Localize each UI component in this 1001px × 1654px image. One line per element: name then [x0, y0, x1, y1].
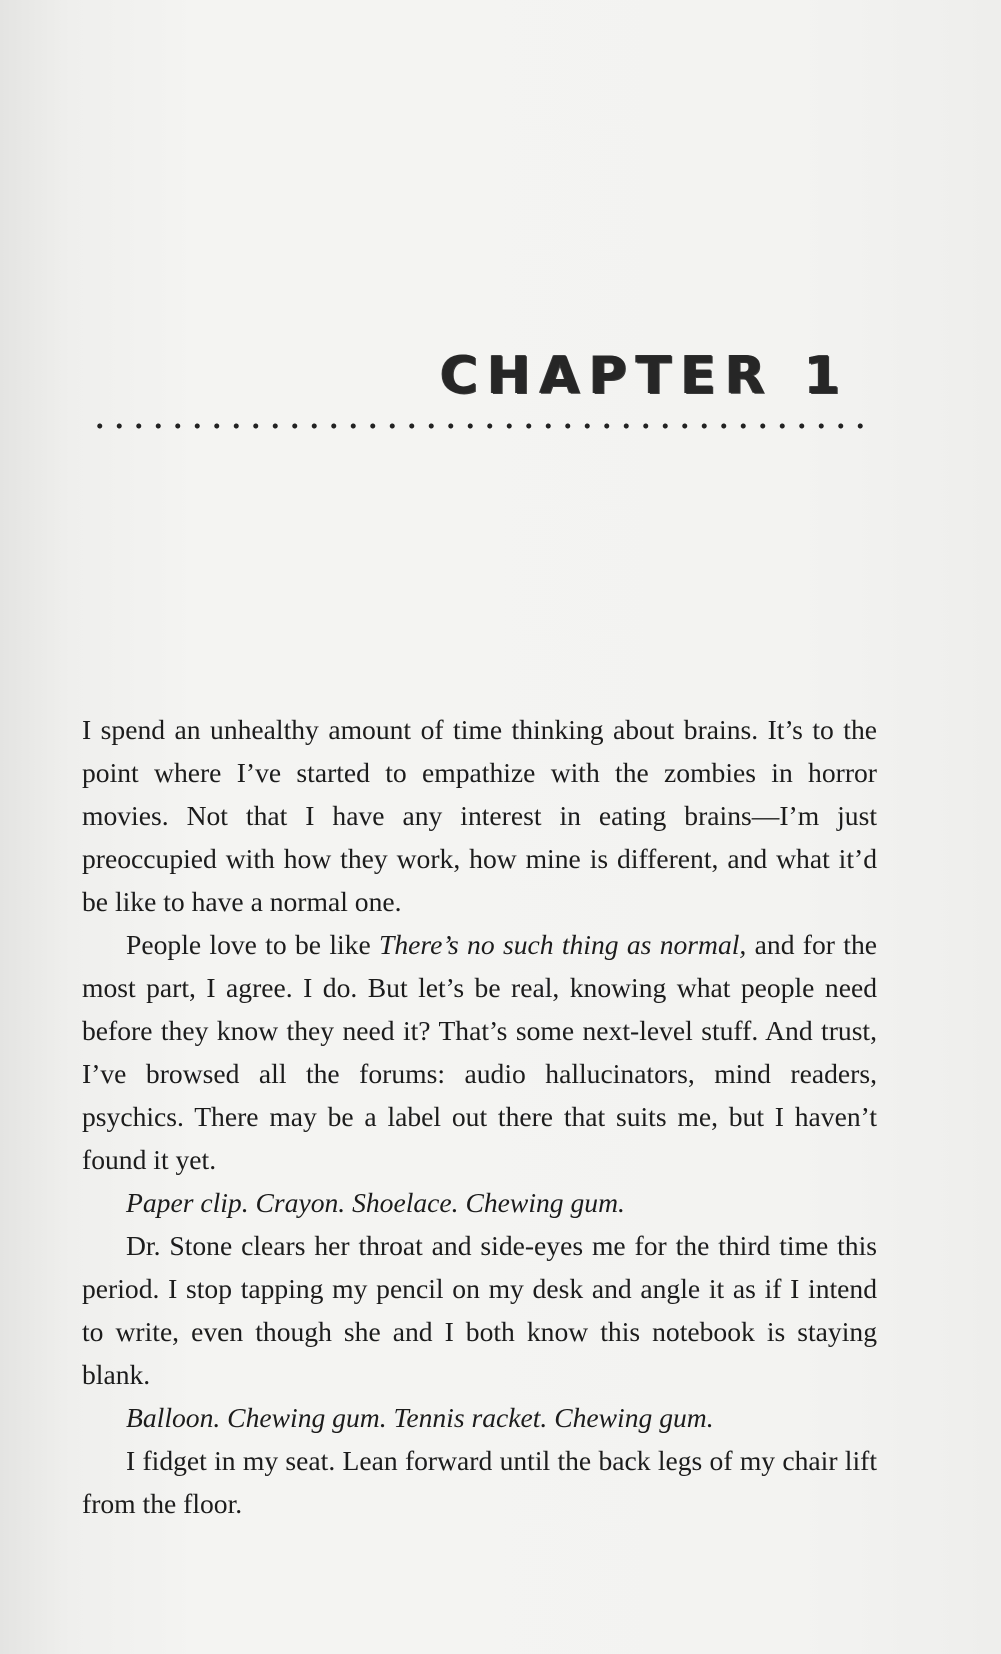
paragraph-5-italic [82, 1396, 877, 1439]
chapter-number: 1 [804, 346, 850, 406]
object-list-1: Paper clip. Crayon. Shoelace. Chewing gum. [126, 1187, 625, 1218]
chapter-body [82, 708, 877, 1525]
paragraph-6: I fidget in my seat. Lean forward until the back legs of my chair lift from the floor. [82, 1445, 877, 1519]
paragraph-3-italic [82, 1181, 877, 1224]
dotted-divider [90, 423, 870, 429]
object-list-2: Balloon. Chewing gum. Tennis racket. Chewing gum. [126, 1402, 714, 1433]
paragraph-1: I spend an unhealthy amount of time thinking about brains. It’s to the point where I’ve started to empathize with the zombies in horror movies. Not that I have any interest in eating brains—I’m just preoccupied with how they work, how mine is different, and what it’d be like to have a normal one. [82, 714, 877, 917]
paragraph-2 [82, 923, 877, 1181]
paragraph-2-italic-quote: There’s no such thing as normal, [379, 929, 747, 960]
paragraph-2-rest: and for the most part, I agree. I do. But let’s be real, knowing what people need before they know they need it? That’s some next-level stuff. And trust, I’ve browsed all the forums: audio hallucinators, mind readers, psychics. There may be a label out there that suits me, but I haven’t found it yet. [82, 929, 877, 1175]
chapter-word: CHAPTER [440, 346, 775, 406]
paragraph-2-lead: People love to be like [126, 929, 380, 960]
paragraph-4: Dr. Stone clears her throat and side-eyes me for the third time this period. I stop tapping my pencil on my desk and angle it as if I intend to write, even though she and I both know this notebook is staying blank. [82, 1230, 877, 1390]
chapter-heading [440, 336, 880, 416]
